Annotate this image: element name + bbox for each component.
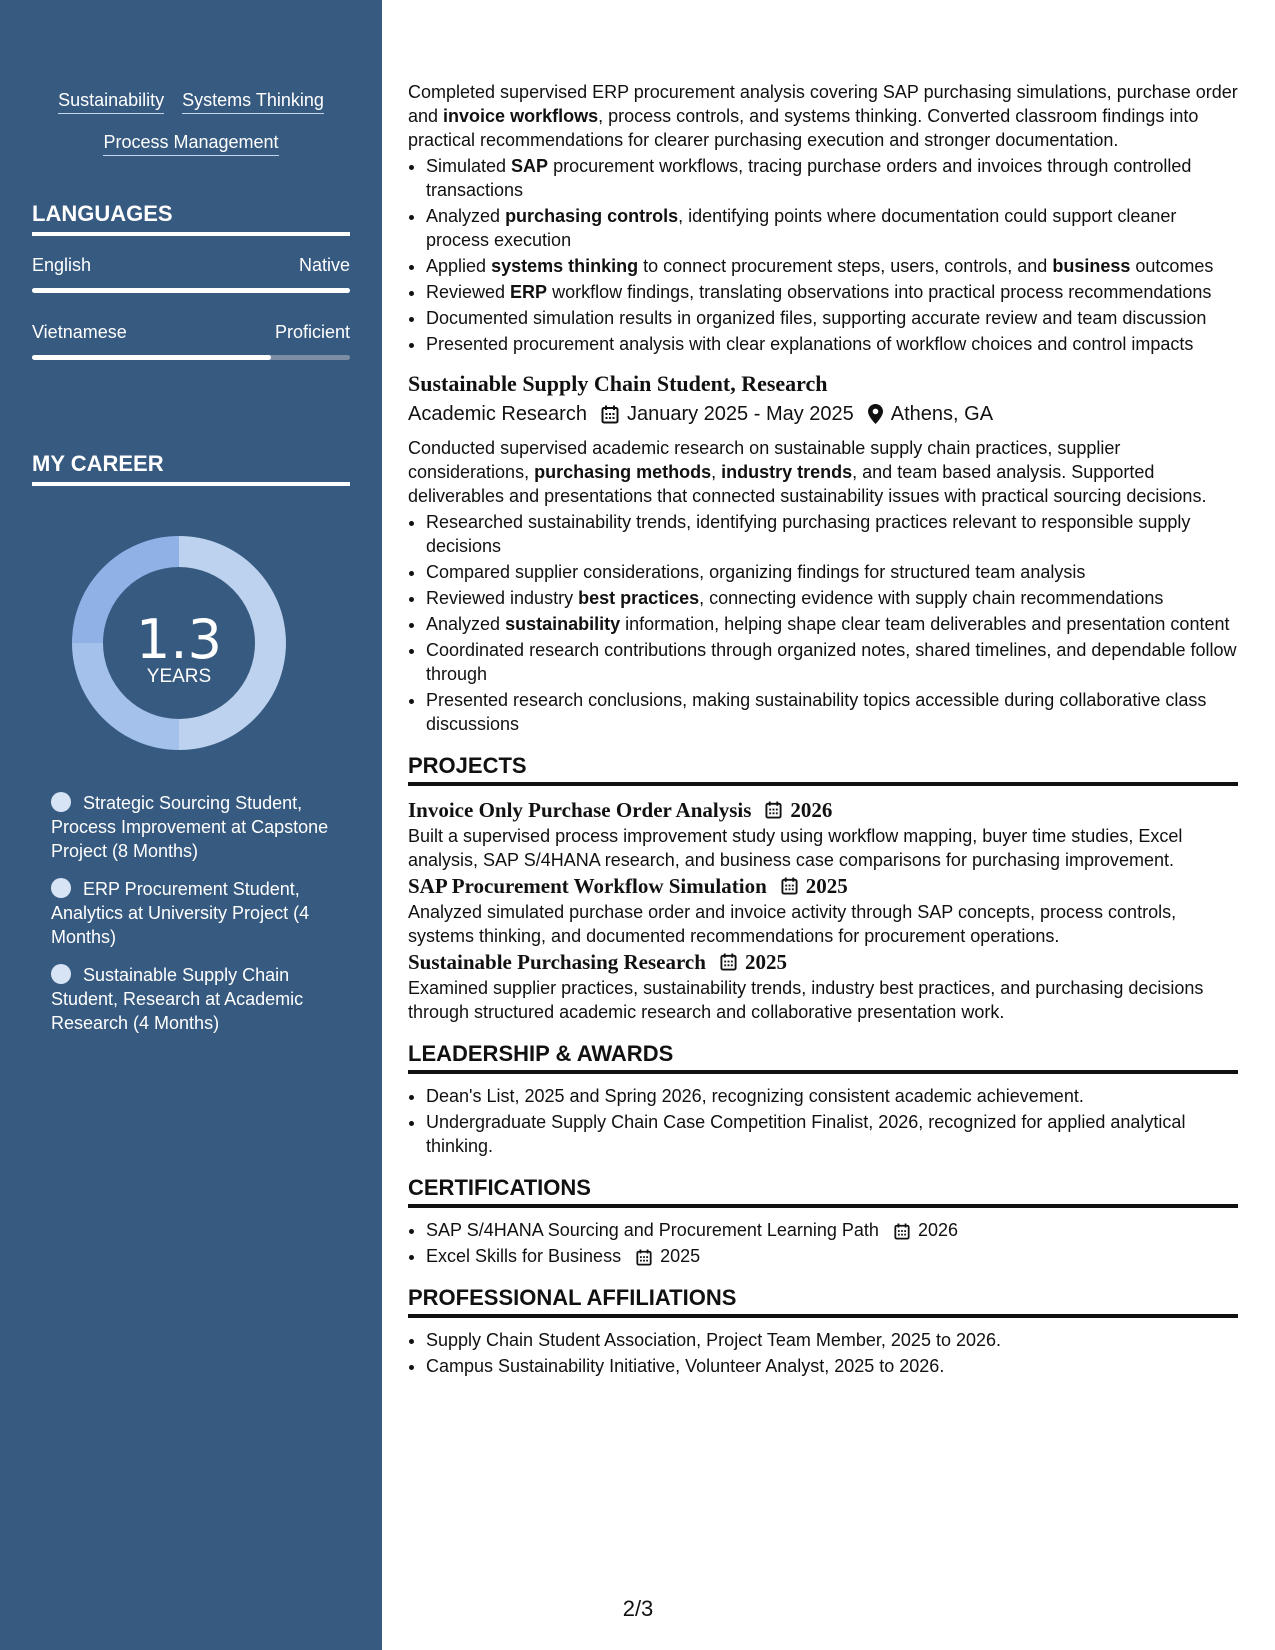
project-description: Analyzed simulated purchase order and invoice activity through SAP concepts, process controls, systems thinking, and documented recommendations for procurement operations. [408, 902, 1177, 946]
job-organization: Academic Research [408, 403, 587, 425]
projects-heading: PROJECTS [408, 752, 1238, 786]
project-title: Invoice Only Purchase Order Analysis [408, 798, 752, 822]
bold-text: business [1052, 256, 1131, 276]
language-bar-fill [32, 355, 271, 360]
certification-name: Excel Skills for Business [426, 1246, 622, 1266]
affiliations-heading: PROFESSIONAL AFFILIATIONS [408, 1284, 1238, 1318]
certification-item [426, 1218, 1238, 1242]
bold-text: industry trends [721, 462, 853, 482]
bold-text: best practices [578, 588, 700, 608]
language-bar-fill [32, 288, 350, 293]
project-item [408, 796, 1238, 872]
bullet-item: • Compared supplier considerations, organizing findings for structured team analysis [426, 560, 1238, 584]
bullet-item: • Coordinated research contributions through organized notes, shared timelines, and dependable follow through [426, 638, 1238, 686]
skills-list [32, 88, 350, 156]
affiliations-list [408, 1328, 1238, 1378]
language-bar [32, 288, 350, 293]
career-list [51, 791, 331, 1049]
bullet-item: • Reviewed industry best practices, connecting evidence with supply chain recommendations [426, 586, 1238, 610]
career-total-value: 1.3 [136, 608, 222, 671]
bullet-item: • Dean's List, 2025 and Spring 2026, recognizing consistent academic achievement. [426, 1084, 1238, 1108]
career-item [51, 963, 331, 1035]
bullet-item: • Presented research conclusions, making sustainability topics accessible during collaborative class discussions [426, 688, 1238, 736]
project-year: 2025 [744, 950, 787, 974]
bullet-item: • Analyzed purchasing controls, identifying points where documentation could support cleaner process execution [426, 204, 1238, 252]
bullet-item: • Presented procurement analysis with clear explanations of workflow choices and control impacts [426, 332, 1238, 356]
certification-year: 2026 [917, 1220, 959, 1240]
bullet-item: • Researched sustainability trends, identifying purchasing practices relevant to responsible supply decisions [426, 510, 1238, 558]
career-item [51, 877, 331, 949]
skill-tag: Sustainability [58, 88, 164, 114]
bold-text: SAP [511, 156, 549, 176]
project-year: 2026 [790, 798, 833, 822]
bullet-item: • Simulated SAP procurement workflows, tracing purchase orders and invoices through controlled transactions [426, 154, 1238, 202]
certifications-heading: CERTIFICATIONS [408, 1174, 1238, 1208]
project-year: 2025 [805, 874, 848, 898]
bullet-item: • Undergraduate Supply Chain Case Competition Finalist, 2026, recognized for applied analytical thinking. [426, 1110, 1238, 1158]
project-item [408, 872, 1238, 948]
project-title: SAP Procurement Workflow Simulation [408, 874, 767, 898]
bullet-item: • Campus Sustainability Initiative, Volunteer Analyst, 2025 to 2026. [426, 1354, 1238, 1378]
language-vietnamese [32, 320, 350, 360]
calendar-icon [894, 1223, 910, 1240]
sidebar [0, 0, 382, 1650]
leadership-list [408, 1084, 1238, 1158]
skill-tag: Process Management [103, 130, 278, 156]
certifications-list [408, 1218, 1238, 1268]
experience-bullets [408, 154, 1238, 356]
job-meta [408, 400, 1238, 428]
language-bar [32, 355, 350, 360]
bold-text: purchasing controls [505, 206, 679, 226]
calendar-icon [636, 1249, 652, 1266]
location-pin-icon [868, 404, 883, 424]
main-content [408, 80, 1238, 1380]
certification-name: SAP S/4HANA Sourcing and Procurement Learning Path [426, 1220, 879, 1240]
calendar-icon [601, 405, 619, 424]
career-donut-chart [66, 530, 292, 756]
language-level: Native [298, 255, 350, 275]
skill-tag: Systems Thinking [182, 88, 324, 114]
project-description: Built a supervised process improvement study using workflow mapping, buyer time studies, Excel analysis, SAP S/4HANA research, and business case comparisons for purchasing improvement. [408, 826, 1183, 870]
page-number: 2/3 [622, 1596, 654, 1621]
career-item-text: ERP Procurement Student, Analytics at University Project (4 Months) [51, 879, 310, 947]
bullet-item: • Supply Chain Student Association, Project Team Member, 2025 to 2026. [426, 1328, 1238, 1352]
job-location: Athens, GA [890, 403, 994, 425]
calendar-icon [720, 953, 737, 971]
career-item-text: Sustainable Supply Chain Student, Research at Academic Research (4 Months) [51, 965, 304, 1033]
bold-text: invoice workflows [443, 106, 599, 126]
bold-text: systems thinking [491, 256, 639, 276]
languages-heading: LANGUAGES [32, 200, 350, 236]
career-total-unit: YEARS [146, 666, 212, 687]
job-dates: January 2025 - May 2025 [626, 403, 854, 425]
language-name: English [32, 255, 92, 275]
experience-summary: Completed supervised ERP procurement analysis covering SAP purchasing simulations, purchase order and invoice workflows, process controls, and systems thinking. Converted classroom findings into practical recommendations for clearer purchasing execution and stronger documentation. [408, 82, 1238, 150]
project-item [408, 948, 1238, 1024]
language-level: Proficient [274, 322, 350, 342]
leadership-heading: LEADERSHIP & AWARDS [408, 1040, 1238, 1074]
bullet-item: • Documented simulation results in organized files, supporting accurate review and team discussion [426, 306, 1238, 330]
career-heading: MY CAREER [32, 450, 350, 486]
bullet-item: • Analyzed sustainability information, helping shape clear team deliverables and presentation content [426, 612, 1238, 636]
career-item-text: Strategic Sourcing Student, Process Improvement at Capstone Project (8 Months) [51, 793, 329, 861]
job-title: Sustainable Supply Chain Student, Research [408, 371, 828, 396]
certification-year: 2025 [660, 1246, 701, 1266]
bullet-item: • Applied systems thinking to connect procurement steps, users, controls, and business outcomes [426, 254, 1238, 278]
bold-text: ERP [510, 282, 548, 302]
bold-text: sustainability [505, 614, 621, 634]
career-dot-icon [51, 964, 71, 984]
language-name: Vietnamese [32, 322, 127, 342]
calendar-icon [781, 877, 798, 895]
project-title: Sustainable Purchasing Research [408, 950, 706, 974]
career-item [51, 791, 331, 863]
certification-item [426, 1244, 1238, 1268]
bullet-item: • Reviewed ERP workflow findings, translating observations into practical process recommendations [426, 280, 1238, 304]
bold-text: purchasing methods [534, 462, 712, 482]
job-summary: Conducted supervised academic research on sustainable supply chain practices, supplier considerations, purchasing methods, industry trends, and team based analysis. Supported deliverables and presentations that connected sustainability issues with practical sourcing decisions. [408, 438, 1207, 506]
language-english [32, 253, 350, 293]
career-dot-icon [51, 792, 71, 812]
job-bullets [408, 510, 1238, 736]
career-dot-icon [51, 878, 71, 898]
calendar-icon [765, 801, 782, 819]
project-description: Examined supplier practices, sustainability trends, industry best practices, and purchasing decisions through structured academic research and collaborative presentation work. [408, 978, 1204, 1022]
